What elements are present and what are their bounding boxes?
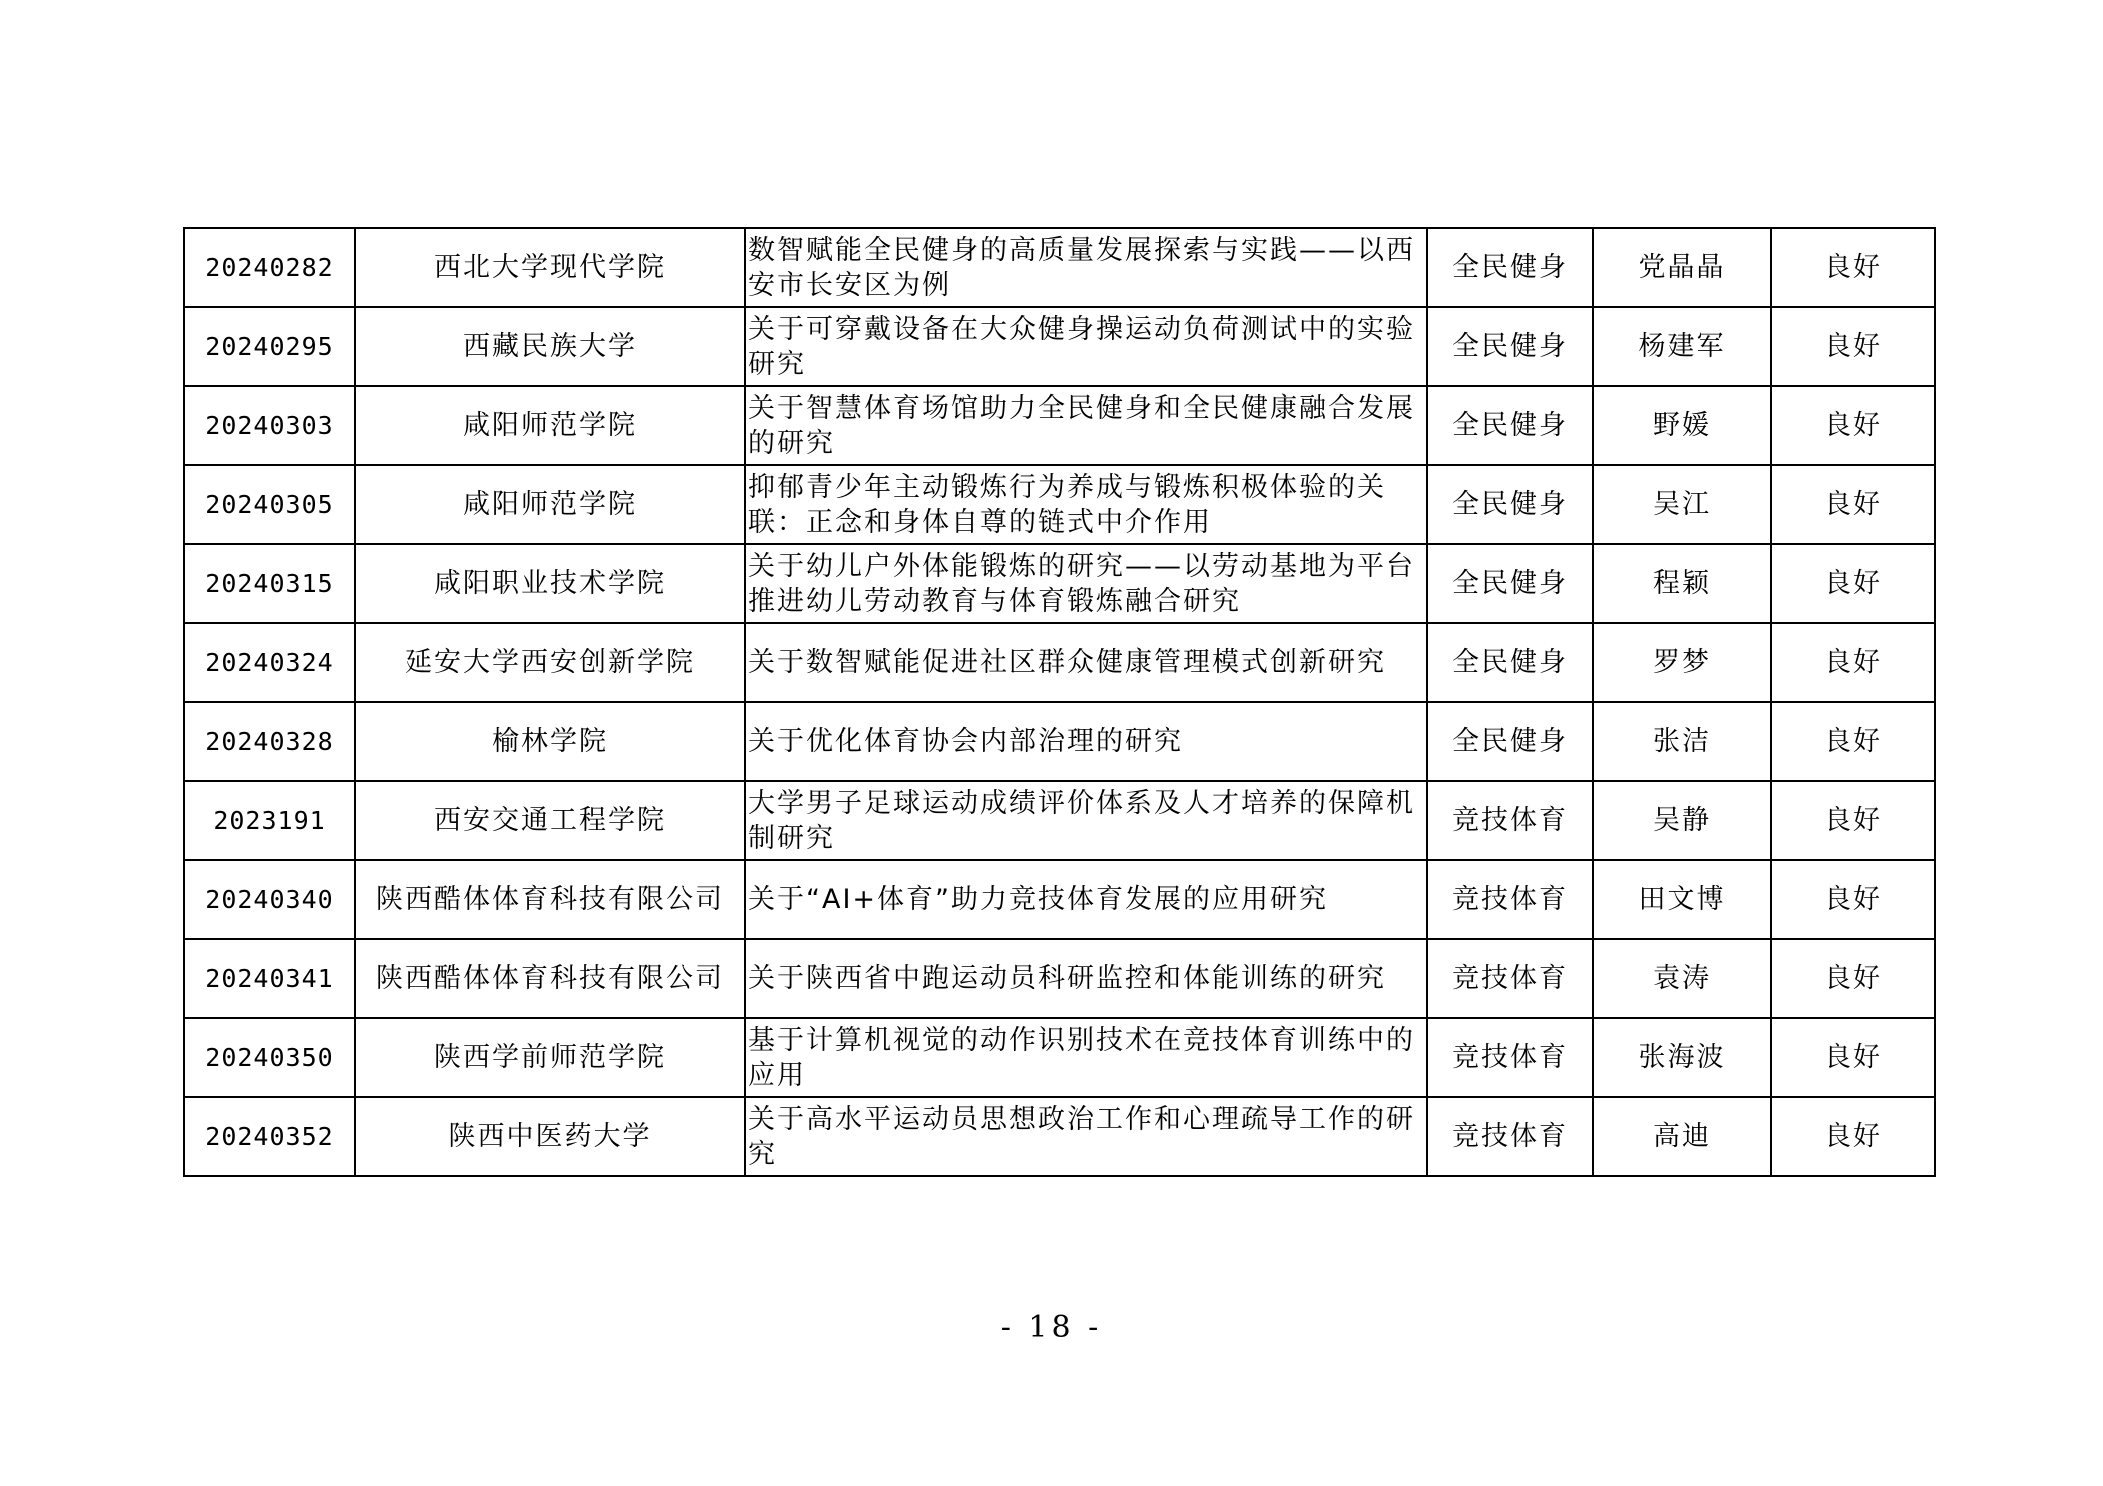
table-row — [184, 860, 1935, 939]
category-cell: 全民健身 — [1427, 623, 1593, 702]
category-cell: 全民健身 — [1427, 386, 1593, 465]
unit-cell: 咸阳师范学院 — [355, 465, 745, 544]
unit-cell: 西安交通工程学院 — [355, 781, 745, 860]
unit-cell: 咸阳师范学院 — [355, 386, 745, 465]
project-title-cell: 关于陕西省中跑运动员科研监控和体能训练的研究 — [745, 939, 1427, 1018]
leader-cell: 张海波 — [1593, 1018, 1771, 1097]
category-cell: 竞技体育 — [1427, 1097, 1593, 1176]
unit-cell: 陕西中医药大学 — [355, 1097, 745, 1176]
unit-cell: 榆林学院 — [355, 702, 745, 781]
project-id-cell: 20240352 — [184, 1097, 355, 1176]
table-row — [184, 544, 1935, 623]
category-cell: 全民健身 — [1427, 544, 1593, 623]
leader-cell: 罗梦 — [1593, 623, 1771, 702]
leader-cell: 杨建军 — [1593, 307, 1771, 386]
category-cell: 竞技体育 — [1427, 860, 1593, 939]
table-row — [184, 781, 1935, 860]
grade-cell: 良好 — [1771, 307, 1935, 386]
project-title-cell: 基于计算机视觉的动作识别技术在竞技体育训练中的应用 — [745, 1018, 1427, 1097]
project-title-cell: 数智赋能全民健身的高质量发展探索与实践——以西安市长安区为例 — [745, 228, 1427, 307]
grade-cell: 良好 — [1771, 228, 1935, 307]
category-cell: 竞技体育 — [1427, 939, 1593, 1018]
project-title-cell: 关于可穿戴设备在大众健身操运动负荷测试中的实验研究 — [745, 307, 1427, 386]
leader-cell: 吴江 — [1593, 465, 1771, 544]
table-row — [184, 228, 1935, 307]
project-title-cell: 大学男子足球运动成绩评价体系及人才培养的保障机制研究 — [745, 781, 1427, 860]
grade-cell: 良好 — [1771, 1097, 1935, 1176]
table-row — [184, 939, 1935, 1018]
table-row — [184, 465, 1935, 544]
table-row — [184, 386, 1935, 465]
unit-cell: 陕西学前师范学院 — [355, 1018, 745, 1097]
category-cell: 全民健身 — [1427, 465, 1593, 544]
results-table-body — [184, 228, 1935, 1176]
project-title-cell: 抑郁青少年主动锻炼行为养成与锻炼积极体验的关联：正念和身体自尊的链式中介作用 — [745, 465, 1427, 544]
project-id-cell: 20240295 — [184, 307, 355, 386]
grade-cell: 良好 — [1771, 386, 1935, 465]
project-title-cell: 关于智慧体育场馆助力全民健身和全民健康融合发展的研究 — [745, 386, 1427, 465]
leader-cell: 党晶晶 — [1593, 228, 1771, 307]
leader-cell: 张洁 — [1593, 702, 1771, 781]
results-table — [183, 227, 1936, 1177]
grade-cell: 良好 — [1771, 702, 1935, 781]
table-row — [184, 307, 1935, 386]
project-id-cell: 2023191 — [184, 781, 355, 860]
project-title-cell: 关于幼儿户外体能锻炼的研究——以劳动基地为平台推进幼儿劳动教育与体育锻炼融合研究 — [745, 544, 1427, 623]
category-cell: 全民健身 — [1427, 307, 1593, 386]
category-cell: 全民健身 — [1427, 228, 1593, 307]
unit-cell: 延安大学西安创新学院 — [355, 623, 745, 702]
table-row — [184, 702, 1935, 781]
grade-cell: 良好 — [1771, 623, 1935, 702]
project-id-cell: 20240340 — [184, 860, 355, 939]
table-row — [184, 1097, 1935, 1176]
table-row — [184, 1018, 1935, 1097]
unit-cell: 西藏民族大学 — [355, 307, 745, 386]
page-number: - 18 - — [1000, 1310, 1103, 1345]
unit-cell: 西北大学现代学院 — [355, 228, 745, 307]
project-id-cell: 20240315 — [184, 544, 355, 623]
project-id-cell: 20240282 — [184, 228, 355, 307]
project-id-cell: 20240324 — [184, 623, 355, 702]
category-cell: 全民健身 — [1427, 702, 1593, 781]
table-row — [184, 623, 1935, 702]
project-title-cell: 关于高水平运动员思想政治工作和心理疏导工作的研究 — [745, 1097, 1427, 1176]
leader-cell: 高迪 — [1593, 1097, 1771, 1176]
leader-cell: 程颖 — [1593, 544, 1771, 623]
unit-cell: 陕西酷体体育科技有限公司 — [355, 939, 745, 1018]
project-title-cell: 关于优化体育协会内部治理的研究 — [745, 702, 1427, 781]
project-title-cell: 关于数智赋能促进社区群众健康管理模式创新研究 — [745, 623, 1427, 702]
unit-cell: 咸阳职业技术学院 — [355, 544, 745, 623]
grade-cell: 良好 — [1771, 1018, 1935, 1097]
project-id-cell: 20240305 — [184, 465, 355, 544]
leader-cell: 野媛 — [1593, 386, 1771, 465]
unit-cell: 陕西酷体体育科技有限公司 — [355, 860, 745, 939]
project-title-cell: 关于“AI+体育”助力竞技体育发展的应用研究 — [745, 860, 1427, 939]
category-cell: 竞技体育 — [1427, 781, 1593, 860]
leader-cell: 袁涛 — [1593, 939, 1771, 1018]
project-id-cell: 20240303 — [184, 386, 355, 465]
leader-cell: 吴静 — [1593, 781, 1771, 860]
leader-cell: 田文博 — [1593, 860, 1771, 939]
project-id-cell: 20240350 — [184, 1018, 355, 1097]
grade-cell: 良好 — [1771, 544, 1935, 623]
project-id-cell: 20240328 — [184, 702, 355, 781]
project-id-cell: 20240341 — [184, 939, 355, 1018]
grade-cell: 良好 — [1771, 860, 1935, 939]
grade-cell: 良好 — [1771, 781, 1935, 860]
category-cell: 竞技体育 — [1427, 1018, 1593, 1097]
grade-cell: 良好 — [1771, 465, 1935, 544]
grade-cell: 良好 — [1771, 939, 1935, 1018]
